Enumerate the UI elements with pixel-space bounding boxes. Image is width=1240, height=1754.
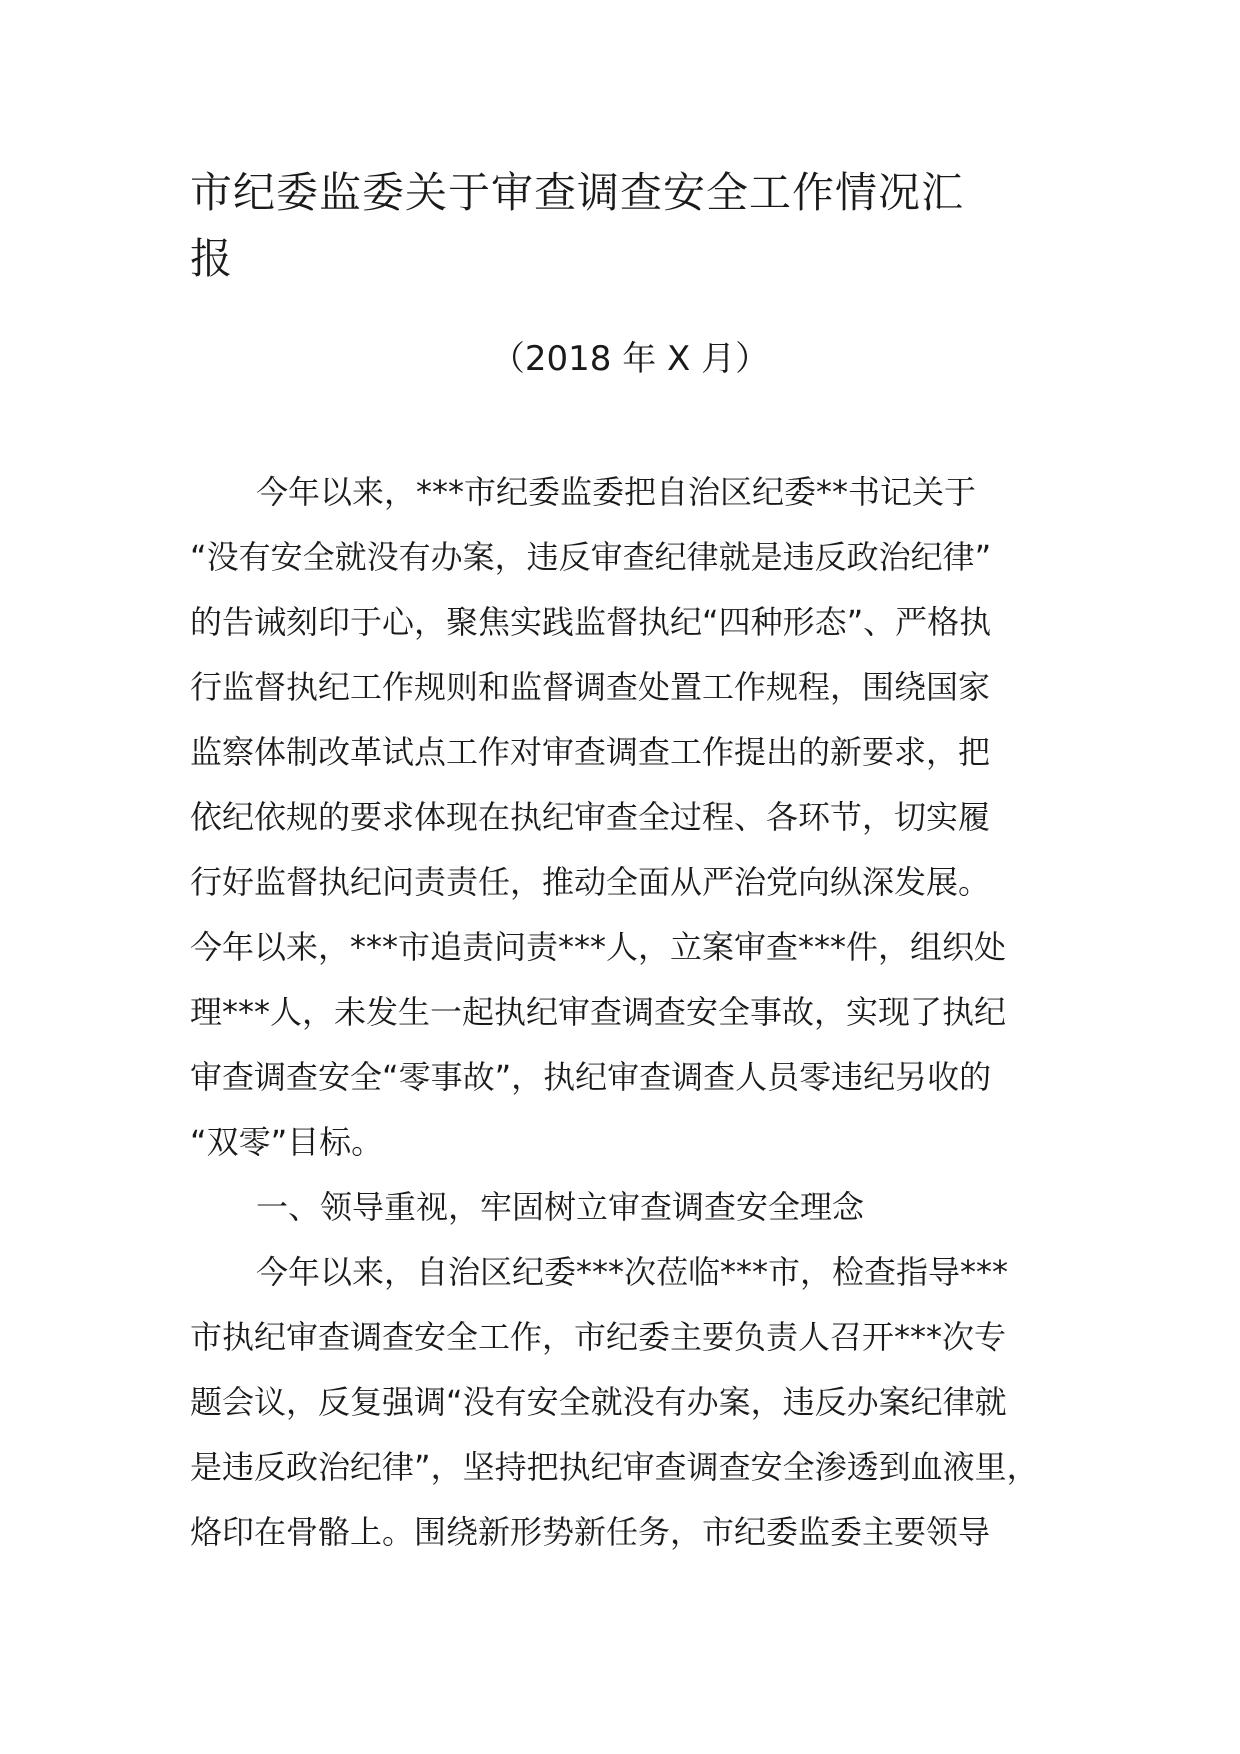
title-line-2: 报 (190, 234, 234, 283)
paragraph-line: 依纪依规的要求体现在执纪审查全过程、各环节，切实履 (190, 798, 991, 836)
document-date: （2018 年 X 月） (490, 339, 770, 379)
paragraph-line: 监察体制改革试点工作对审查调查工作提出的新要求，把 (190, 733, 991, 771)
document-body (190, 460, 1070, 1565)
paragraph-line: 审查调查安全“零事故”，执纪审查调查人员零违纪另收的 (190, 1058, 992, 1096)
paragraph-line: 是违反政治纪律”，坚持把执纪审查调查安全渗透到血液里， (190, 1448, 1039, 1486)
paragraph-line: “双零”目标。 (190, 1123, 384, 1161)
title-line-1: 市纪委监委关于审查调查安全工作情况汇 (190, 168, 965, 217)
paragraph-line: 烙印在骨骼上。围绕新形势新任务，市纪委监委主要领导 (190, 1513, 991, 1551)
paragraph-line: 市执纪审查调查安全工作，市纪委主要负责人召开***次专 (190, 1318, 1007, 1356)
paragraph-line: 今年以来，***市纪委监委把自治区纪委**书记关于 (256, 473, 977, 511)
paragraph-line: 今年以来，自治区纪委***次莅临***市，检查指导*** (256, 1253, 1009, 1291)
paragraph-line: 的告诫刻印于心，聚焦实践监督执纪“四种形态”、严格执 (190, 603, 992, 641)
section-heading: 一、领导重视，牢固树立审查调查安全理念 (256, 1188, 865, 1226)
paragraph-line: “没有安全就没有办案，违反审查纪律就是违反政治纪律” (190, 538, 992, 576)
paragraph-line: 今年以来，***市追责问责***人，立案审查***件，组织处 (190, 928, 1007, 966)
paragraph-line: 理***人，未发生一起执纪审查调查安全事故，实现了执纪 (190, 993, 1007, 1031)
paragraph-line: 行监督执纪工作规则和监督调查处置工作规程，围绕国家 (190, 668, 991, 706)
document-title (190, 160, 1050, 292)
paragraph-line: 题会议，反复强调“没有安全就没有办案，违反办案纪律就 (190, 1383, 1007, 1421)
paragraph-line: 行好监督执纪问责责任，推动全面从严治党向纵深发展。 (190, 863, 991, 901)
